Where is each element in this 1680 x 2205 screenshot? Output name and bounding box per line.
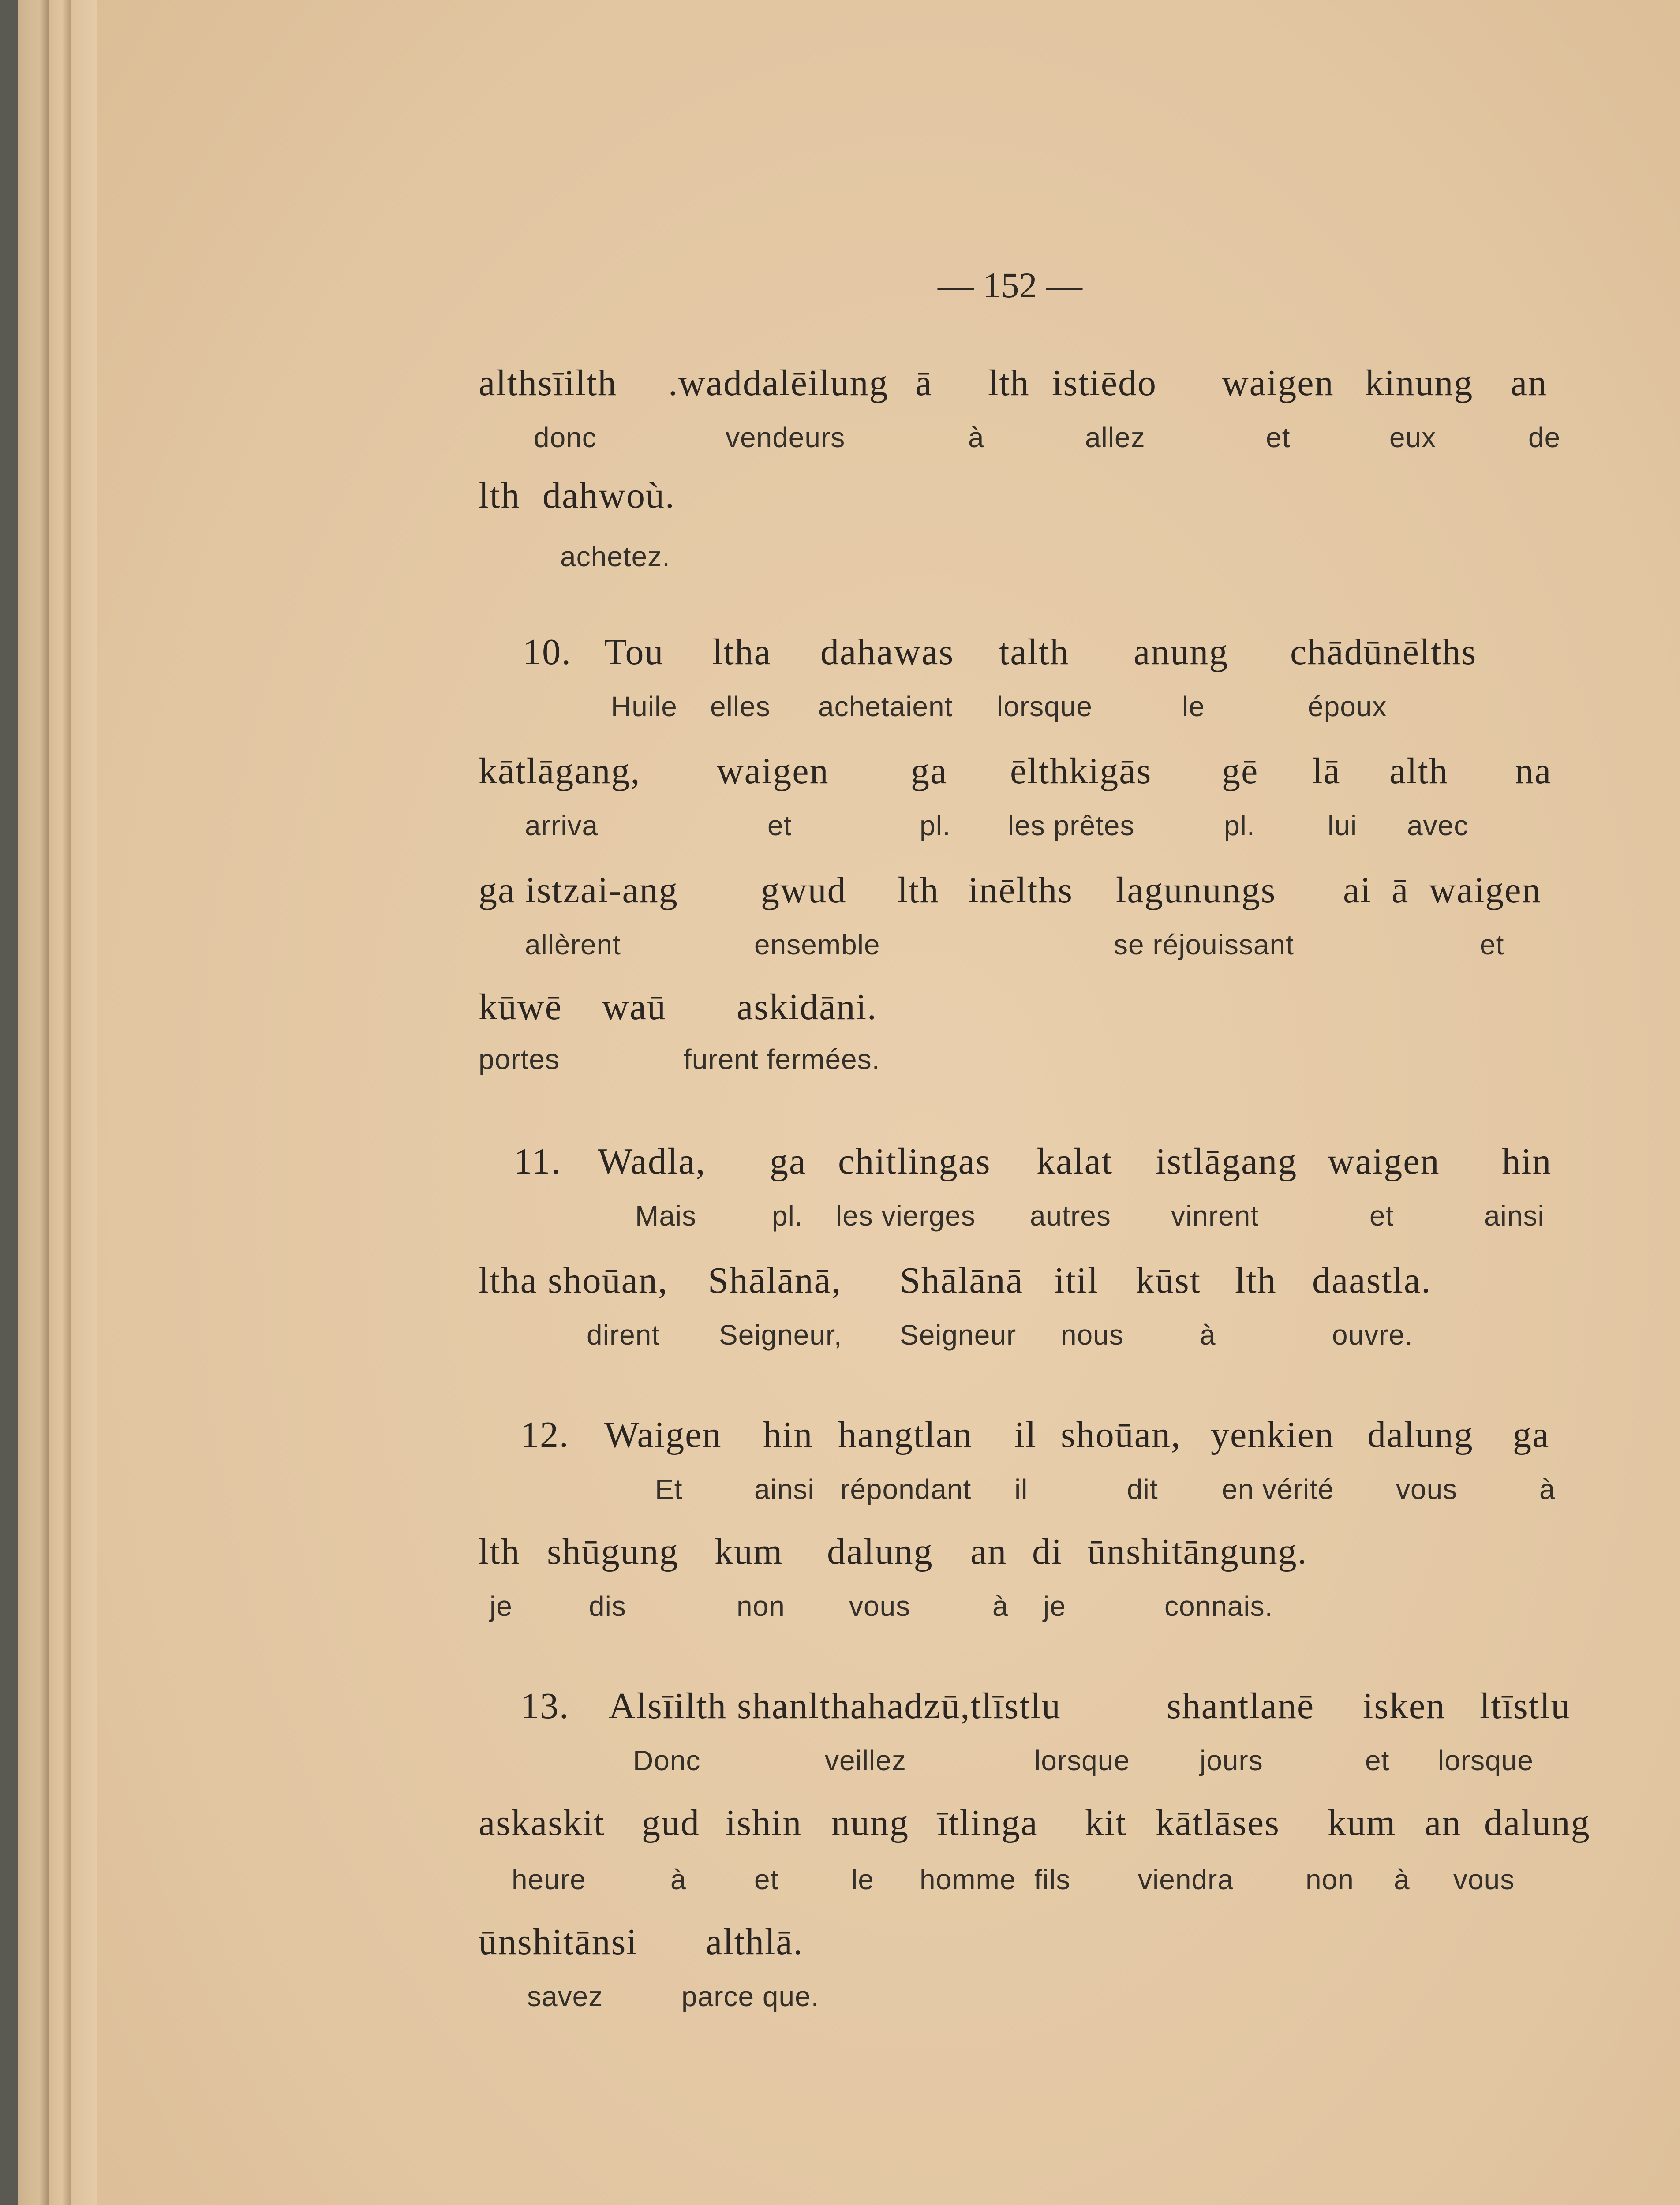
haida-word: ga istzai-ang <box>479 870 678 911</box>
haida-word: lā <box>1312 751 1341 792</box>
haida-word: lth <box>479 1531 520 1572</box>
haida-word: 13. <box>520 1686 569 1727</box>
haida-word: 11. <box>514 1141 561 1182</box>
haida-word: il <box>1014 1414 1037 1455</box>
haida-word: kinung <box>1365 363 1474 404</box>
haida-word: kūst <box>1136 1260 1201 1301</box>
haida-word: gwud <box>761 870 847 911</box>
french-gloss-word: se réjouissant <box>1114 929 1294 960</box>
haida-word: yenkien <box>1211 1414 1334 1455</box>
french-gloss-word: Et <box>655 1473 683 1505</box>
haida-word: dalung <box>827 1531 933 1572</box>
french-gloss-word: lorsque <box>1438 1745 1534 1776</box>
french-gloss-word: eux <box>1389 422 1437 453</box>
haida-word: istiēdo <box>1052 363 1157 404</box>
haida-word: ltha shoūan, <box>479 1260 668 1301</box>
haida-word: shūgung <box>547 1531 679 1572</box>
french-gloss-word: je <box>1043 1590 1066 1622</box>
french-gloss-word: ensemble <box>754 929 880 960</box>
french-gloss-word: je <box>490 1590 513 1622</box>
french-gloss-word: parce que. <box>681 1981 819 2012</box>
haida-word: dahawas <box>820 632 954 673</box>
haida-word: ā <box>915 363 933 404</box>
haida-word: ā <box>1392 870 1409 911</box>
haida-word: lth <box>988 363 1030 404</box>
french-gloss-word: homme <box>920 1864 1016 1895</box>
french-gloss-word: veillez <box>825 1745 906 1776</box>
haida-word: na <box>1515 751 1552 792</box>
haida-word: lth <box>1235 1260 1277 1301</box>
haida-word: anung <box>1134 632 1229 673</box>
haida-word: Tou <box>604 632 664 673</box>
french-gloss-word: Seigneur, <box>719 1319 842 1351</box>
haida-word: waigen <box>1222 363 1334 404</box>
french-gloss-word: non <box>737 1590 785 1622</box>
haida-word: ūnshitānsi <box>479 1921 638 1962</box>
french-gloss-word: donc <box>534 422 597 453</box>
haida-word: ītlinga <box>937 1802 1038 1843</box>
haida-word: inēlths <box>968 870 1073 911</box>
haida-word: shoūan, <box>1061 1414 1181 1455</box>
french-gloss-word: et <box>1365 1745 1390 1776</box>
french-gloss-word: portes <box>479 1043 560 1075</box>
french-gloss-word: lorsque <box>1034 1745 1130 1776</box>
haida-word: isken <box>1363 1686 1446 1727</box>
french-gloss-word: allez <box>1085 422 1145 453</box>
french-gloss-word: vendeurs <box>726 422 846 453</box>
haida-word: kit <box>1085 1802 1127 1843</box>
haida-word: askaskit <box>479 1802 605 1843</box>
haida-word: althsīilth <box>479 363 617 404</box>
french-gloss-word: le <box>1182 691 1205 722</box>
french-gloss-word: achetez. <box>560 541 670 572</box>
haida-word: Shālānā <box>900 1260 1023 1301</box>
haida-word: an <box>970 1531 1007 1572</box>
french-gloss-word: les vierges <box>836 1200 976 1232</box>
french-gloss-word: vous <box>1396 1473 1458 1505</box>
haida-word: kum <box>715 1531 783 1572</box>
haida-word: waū <box>602 987 666 1028</box>
haida-word: ltha <box>712 632 771 673</box>
haida-word: chitlingas <box>838 1141 991 1182</box>
french-gloss-word: pl. <box>920 810 951 841</box>
haida-word: alth <box>1389 751 1448 792</box>
haida-word: .waddalēilung <box>668 363 889 404</box>
haida-word: gē <box>1222 751 1259 792</box>
french-gloss-word: à <box>1539 1473 1556 1505</box>
french-gloss-word: lorsque <box>997 691 1093 722</box>
french-gloss-word: il <box>1014 1473 1028 1505</box>
french-gloss-word: en vérité <box>1222 1473 1334 1505</box>
haida-word: kūwē <box>479 987 562 1028</box>
french-gloss-word: ainsi <box>754 1473 815 1505</box>
haida-word: lth <box>479 475 520 516</box>
french-gloss-word: lui <box>1328 810 1358 841</box>
haida-word: Waigen <box>604 1414 722 1455</box>
haida-word: waigen <box>1429 870 1542 911</box>
french-gloss-word: vinrent <box>1171 1200 1259 1232</box>
french-gloss-word: Seigneur <box>900 1319 1017 1351</box>
french-gloss-word: ainsi <box>1484 1200 1545 1232</box>
french-gloss-word: époux <box>1308 691 1387 722</box>
haida-word: ai <box>1343 870 1372 911</box>
haida-word: ga <box>1513 1414 1550 1455</box>
french-gloss-word: furent fermées. <box>684 1043 880 1075</box>
haida-word: hin <box>763 1414 813 1455</box>
french-gloss-word: autres <box>1030 1200 1111 1232</box>
french-gloss-word: jours <box>1200 1745 1263 1776</box>
haida-word: ga <box>770 1141 807 1182</box>
haida-word: dahwoù. <box>543 475 675 516</box>
french-gloss-word: le <box>851 1864 874 1895</box>
haida-word: althlā. <box>706 1921 804 1962</box>
haida-word: di <box>1032 1531 1063 1572</box>
french-gloss-word: les prêtes <box>1008 810 1135 841</box>
haida-word: 10. <box>523 632 572 673</box>
french-gloss-word: et <box>767 810 792 841</box>
book-spine-shadow <box>0 0 18 2205</box>
french-gloss-word: et <box>1266 422 1291 453</box>
french-gloss-word: Mais <box>635 1200 697 1232</box>
french-gloss-word: dit <box>1127 1473 1158 1505</box>
french-gloss-word: à <box>670 1864 687 1895</box>
french-gloss-word: Donc <box>633 1745 701 1776</box>
french-gloss-word: et <box>754 1864 779 1895</box>
haida-word: dalung <box>1367 1414 1474 1455</box>
haida-word: kātlāses <box>1156 1802 1280 1843</box>
haida-word: Alsīilth shanlthahadzū,tlīstlu <box>609 1686 1061 1727</box>
haida-word: kalat <box>1036 1141 1113 1182</box>
haida-word: hin <box>1502 1141 1552 1182</box>
page-edge <box>18 0 49 2205</box>
haida-word: 12. <box>520 1414 569 1455</box>
haida-word: waigen <box>1328 1141 1440 1182</box>
french-gloss-word: heure <box>512 1864 586 1895</box>
haida-word: ltīstlu <box>1480 1686 1571 1727</box>
haida-word: lth <box>898 870 939 911</box>
french-gloss-word: connais. <box>1164 1590 1273 1622</box>
haida-word: gud <box>642 1802 700 1843</box>
haida-word: kum <box>1328 1802 1396 1843</box>
haida-word: an <box>1425 1802 1462 1843</box>
french-gloss-word: et <box>1369 1200 1394 1232</box>
french-gloss-word: fils <box>1034 1864 1071 1895</box>
page-edge <box>49 0 71 2205</box>
haida-word: waigen <box>717 751 829 792</box>
french-gloss-word: vous <box>1453 1864 1515 1895</box>
french-gloss-word: à <box>992 1590 1009 1622</box>
french-gloss-word: nous <box>1061 1319 1124 1351</box>
haida-word: nung <box>831 1802 909 1843</box>
haida-word: Shālānā, <box>708 1260 842 1301</box>
haida-word: Wadla, <box>598 1141 706 1182</box>
haida-word: lagunungs <box>1116 870 1276 911</box>
haida-word: istlāgang <box>1156 1141 1298 1182</box>
french-gloss-word: à <box>968 422 984 453</box>
french-gloss-word: non <box>1306 1864 1354 1895</box>
french-gloss-word: vous <box>849 1590 911 1622</box>
french-gloss-word: à <box>1394 1864 1410 1895</box>
french-gloss-word: achetaient <box>818 691 953 722</box>
french-gloss-word: répondant <box>840 1473 972 1505</box>
haida-word: an <box>1511 363 1548 404</box>
french-gloss-word: avec <box>1407 810 1469 841</box>
french-gloss-word: de <box>1528 422 1561 453</box>
haida-word: daastla. <box>1312 1260 1432 1301</box>
haida-word: kātlāgang, <box>479 751 641 792</box>
haida-word: itil <box>1054 1260 1099 1301</box>
haida-word: shantlanē <box>1167 1686 1315 1727</box>
haida-word: ēlthkigās <box>1010 751 1152 792</box>
haida-word: askidāni. <box>737 987 877 1028</box>
haida-word: dalung <box>1484 1802 1590 1843</box>
haida-word: chādūnēlths <box>1290 632 1477 673</box>
french-gloss-word: dis <box>589 1590 626 1622</box>
french-gloss-word: dirent <box>587 1319 660 1351</box>
haida-word: ishin <box>726 1802 802 1843</box>
haida-word: talth <box>999 632 1070 673</box>
french-gloss-word: allèrent <box>525 929 621 960</box>
page-number: — 152 — <box>938 265 1082 305</box>
french-gloss-word: savez <box>527 1981 603 2012</box>
french-gloss-word: viendra <box>1138 1864 1234 1895</box>
french-gloss-word: elles <box>710 691 771 722</box>
page-edge <box>71 0 97 2205</box>
french-gloss-word: et <box>1480 929 1504 960</box>
haida-word: hangtlan <box>838 1414 973 1455</box>
french-gloss-word: arriva <box>525 810 599 841</box>
haida-word: ūnshitāngung. <box>1087 1531 1308 1572</box>
french-gloss-word: pl. <box>772 1200 803 1232</box>
french-gloss-word: à <box>1200 1319 1216 1351</box>
haida-word: ga <box>911 751 948 792</box>
french-gloss-word: ouvre. <box>1332 1319 1413 1351</box>
french-gloss-word: Huile <box>611 691 677 722</box>
french-gloss-word: pl. <box>1224 810 1255 841</box>
